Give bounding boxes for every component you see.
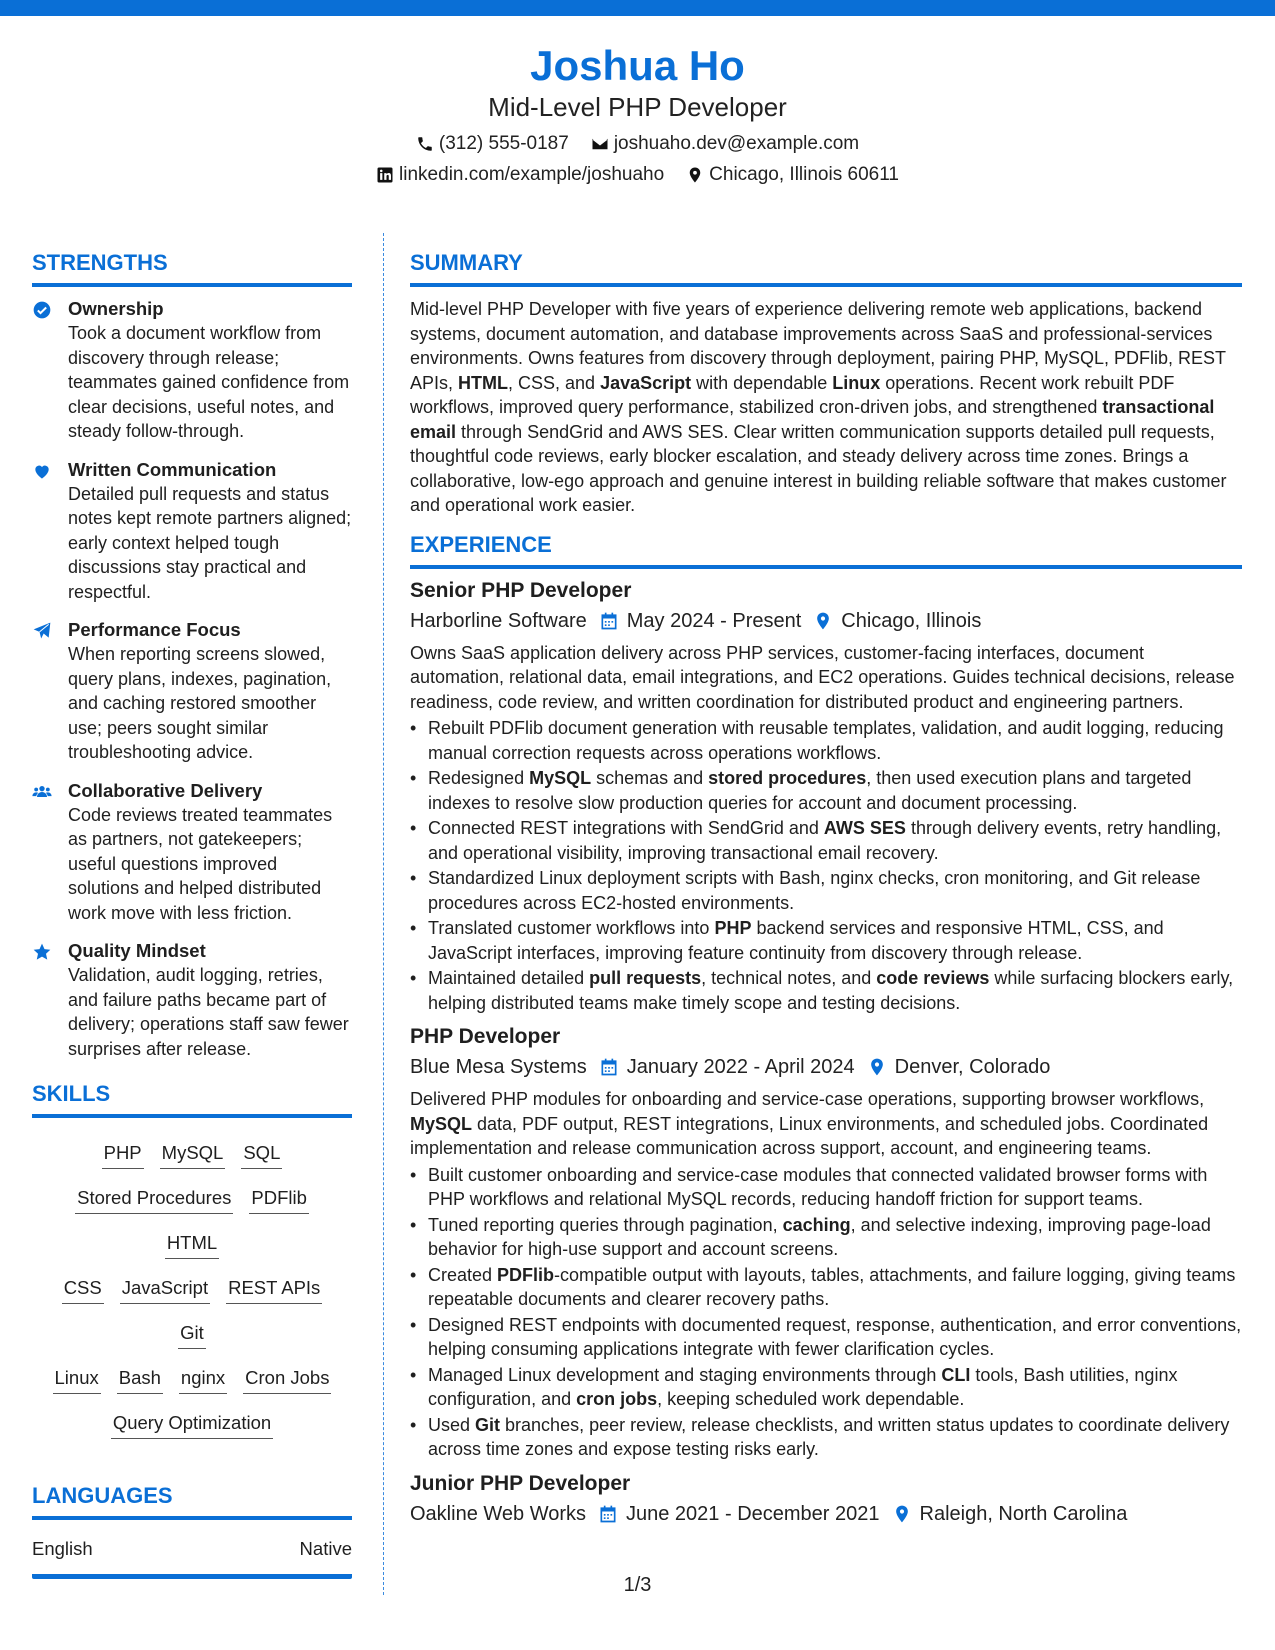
job-dates: May 2024 - Present — [626, 609, 802, 632]
skill-tag: Stored Procedures — [75, 1185, 233, 1214]
job-description: Delivered PHP modules for onboarding and service-case operations, supporting browser workflows, MySQL data, PDF output, REST integrations, Linux environments, and scheduled jobs. Coordinated implementation and release communication across support, account, and engineering teams. — [410, 1089, 1209, 1158]
map-pin-icon — [686, 166, 704, 184]
skill-tag: JavaScript — [120, 1275, 210, 1304]
strengths-heading: STRENGTHS — [32, 248, 352, 287]
bullet-item: • Connected REST integrations with SendGrid and AWS SES through delivery events, retry handling, and operational visibility, improving transactional email recovery. — [410, 816, 1242, 865]
skill-tag: nginx — [179, 1365, 227, 1394]
bullet-item: • Standardized Linux deployment scripts with Bash, nginx checks, cron monitoring, and Git release procedures across EC2-hosted environments. — [410, 866, 1242, 915]
map-pin-icon — [892, 1504, 912, 1524]
bullet-item: • Maintained detailed pull requests, technical notes, and code reviews while surfacing blockers early, helping distributed teams make timely scope and testing decisions. — [410, 966, 1242, 1015]
skill-tag: REST APIs — [226, 1275, 322, 1304]
experience-heading: EXPERIENCE — [410, 530, 1242, 569]
job-meta — [410, 1051, 1242, 1083]
bullet-item: • Translated customer workflows into PHP backend services and responsive HTML, CSS, and JavaScript interfaces, improving feature continuity from discovery through release. — [410, 916, 1242, 965]
skills-row — [32, 1359, 352, 1404]
strength-desc: Detailed pull requests and status notes kept remote partners aligned; early context helped tough discussions stay practical and respectful. — [68, 483, 352, 602]
job-title: Junior PHP Developer — [410, 1471, 631, 1495]
calendar-icon — [599, 611, 619, 631]
strength-desc: Took a document workflow from discovery through release; teammates gained confidence from clear decisions, useful notes, and steady follow-through. — [68, 323, 350, 441]
language-level: Native — [299, 1538, 352, 1559]
skill-tag: Query Optimization — [111, 1410, 273, 1439]
strengths-list — [32, 297, 352, 1061]
strength-item — [32, 779, 352, 926]
linkedin-icon — [376, 166, 394, 184]
bullet-item: • Used Git branches, peer review, release checklists, and written status updates to coordinate delivery across time zones and expose testing risks early. — [410, 1413, 1242, 1462]
calendar-icon — [598, 1504, 618, 1524]
contact-row-2 — [0, 159, 1275, 190]
phone-text: (312) 555-0187 — [438, 133, 569, 154]
job-description: Owns SaaS application delivery across PHP services, customer-facing interfaces, document automation, relational data, email integrations, and EC2 operations. Guides technical decisions, release readiness, code review, and written coordination for distributed product and engineering partners. — [410, 642, 1235, 712]
skills-list — [32, 1128, 352, 1459]
job-bullets — [410, 1163, 1242, 1462]
strength-desc: When reporting screens slowed, query plans, indexes, pagination, and caching restored smoother use; peers sought similar troubleshooting advice. — [68, 644, 332, 762]
skills-row — [32, 1404, 352, 1449]
page-number: 1/3 — [623, 1574, 652, 1596]
strength-item — [32, 297, 352, 444]
candidate-role: Mid-Level PHP Developer — [488, 92, 787, 122]
star-icon — [32, 942, 52, 962]
job-bullets — [410, 716, 1242, 1015]
skill-tag: HTML — [165, 1230, 219, 1259]
skill-tag: Git — [178, 1320, 206, 1349]
resume-header — [0, 40, 1275, 190]
strength-title: Ownership — [68, 298, 164, 319]
skills-heading: SKILLS — [32, 1079, 352, 1118]
job-company: Oakline Web Works — [410, 1502, 586, 1525]
top-accent-bar — [0, 0, 1275, 16]
column-divider — [383, 233, 384, 1595]
users-icon — [32, 782, 52, 802]
candidate-name: Joshua Ho — [530, 42, 745, 89]
phone-contact — [416, 128, 569, 159]
job-company: Harborline Software — [410, 609, 587, 632]
linkedin-text[interactable]: linkedin.com/example/joshuaho — [399, 164, 665, 185]
strength-title: Written Communication — [68, 458, 277, 480]
job-location: Denver, Colorado — [894, 1056, 1051, 1078]
heart-icon — [32, 461, 52, 481]
bullet-item: • Designed REST endpoints with documented request, response, authentication, and error conventions, helping consuming applications integrate with fewer clarification cycles. — [410, 1313, 1242, 1362]
map-pin-icon — [813, 611, 833, 631]
paper-plane-icon — [32, 621, 52, 641]
skills-row — [32, 1269, 352, 1359]
map-pin-icon — [867, 1057, 887, 1077]
skill-tag: PHP — [102, 1140, 144, 1169]
bullet-item: • Managed Linux development and staging environments through CLI tools, Bash utilities, nginx configuration, and cron jobs, keeping scheduled work dependable. — [410, 1363, 1242, 1412]
skill-tag: SQL — [241, 1140, 282, 1169]
job-title: PHP Developer — [410, 1025, 561, 1048]
job-location: Chicago, Illinois — [841, 609, 982, 632]
bullet-item: • Rebuilt PDFlib document generation with reusable templates, validation, and audit logging, reducing manual correction requests across operations workflows. — [410, 716, 1242, 765]
strength-title: Performance Focus — [68, 619, 241, 640]
job-company: Blue Mesa Systems — [410, 1056, 587, 1078]
bullet-item: • Redesigned MySQL schemas and stored procedures, then used execution plans and targeted indexes to resolve slow production queries for account and document processing. — [410, 766, 1242, 815]
skills-row — [32, 1134, 352, 1179]
skill-tag: CSS — [62, 1275, 104, 1304]
phone-icon — [416, 135, 434, 153]
calendar-icon — [599, 1057, 619, 1077]
envelope-icon — [591, 135, 609, 153]
job-entry — [410, 577, 1242, 1016]
job-meta — [410, 1498, 1242, 1530]
skill-tag: PDFlib — [249, 1185, 309, 1214]
experience-list — [410, 577, 1242, 1530]
job-dates: January 2022 - April 2024 — [626, 1056, 855, 1078]
left-column — [32, 248, 352, 1579]
job-title: Senior PHP Developer — [410, 578, 632, 602]
strength-title: Quality Mindset — [68, 940, 206, 961]
job-meta — [410, 605, 1242, 637]
contact-row-1 — [0, 128, 1275, 159]
bullet-item: • Created PDFlib-compatible output with layouts, tables, attachments, and failure logging, giving teams repeatable documents and clearer recovery paths. — [410, 1263, 1242, 1312]
job-entry — [410, 1470, 1242, 1530]
bullet-item: • Tuned reporting queries through pagination, caching, and selective indexing, improving page-load behavior for high-use support and account screens. — [410, 1213, 1242, 1262]
job-location: Raleigh, North Carolina — [919, 1502, 1128, 1525]
summary-heading: SUMMARY — [410, 248, 1242, 287]
job-entry — [410, 1023, 1242, 1462]
language-name: English — [32, 1538, 93, 1559]
email-text[interactable]: joshuaho.dev@example.com — [613, 133, 860, 154]
skill-tag: Linux — [53, 1365, 101, 1394]
strength-desc: Validation, audit logging, retries, and failure paths became part of delivery; operations staff saw fewer surprises after release. — [68, 965, 349, 1059]
skill-tag: Cron Jobs — [243, 1365, 331, 1394]
location-contact — [686, 159, 899, 190]
skill-tag: Bash — [117, 1365, 163, 1394]
strength-item — [32, 458, 352, 605]
check-circle-icon — [32, 300, 52, 320]
email-contact[interactable] — [591, 128, 859, 159]
job-dates: June 2021 - December 2021 — [626, 1502, 880, 1525]
strength-item — [32, 939, 352, 1061]
right-column — [410, 248, 1242, 1530]
skill-tag: MySQL — [160, 1140, 226, 1169]
bullet-item: • Built customer onboarding and service-case modules that connected validated browser forms with PHP workflows and relational MySQL records, reducing handoff friction for support teams. — [410, 1163, 1242, 1212]
location-text: Chicago, Illinois 60611 — [709, 164, 899, 185]
strength-title: Collaborative Delivery — [68, 779, 263, 801]
languages-heading: LANGUAGES — [32, 1481, 352, 1520]
linkedin-contact[interactable] — [376, 159, 664, 190]
summary-text: Mid-level PHP Developer with five years of experience delivering remote web applications, backend systems, document automation, and database improvements across SaaS and professional-services environments. Owns features from discovery through deployment, pairing PHP, MySQL, PDFlib, REST APIs, HTML, CSS, and JavaScript with dependable Linux operations. Recent work rebuilt PDF workflows, improved query performance, stabilized cron-driven jobs, and strengthened transactional email through SendGrid and AWS SES. Clear written communication supports detailed pull requests, thoughtful code reviews, early blocker escalation, and steady delivery across time zones. Brings a collaborative, low-ego approach and genuine interest in building reliable software that makes customer and operational work easier. — [410, 299, 1227, 515]
skills-row — [32, 1179, 352, 1269]
strength-item — [32, 618, 352, 765]
strength-desc: Code reviews treated teammates as partners, not gatekeepers; useful questions improved solutions and helped distributed work move with less friction. — [68, 804, 333, 923]
